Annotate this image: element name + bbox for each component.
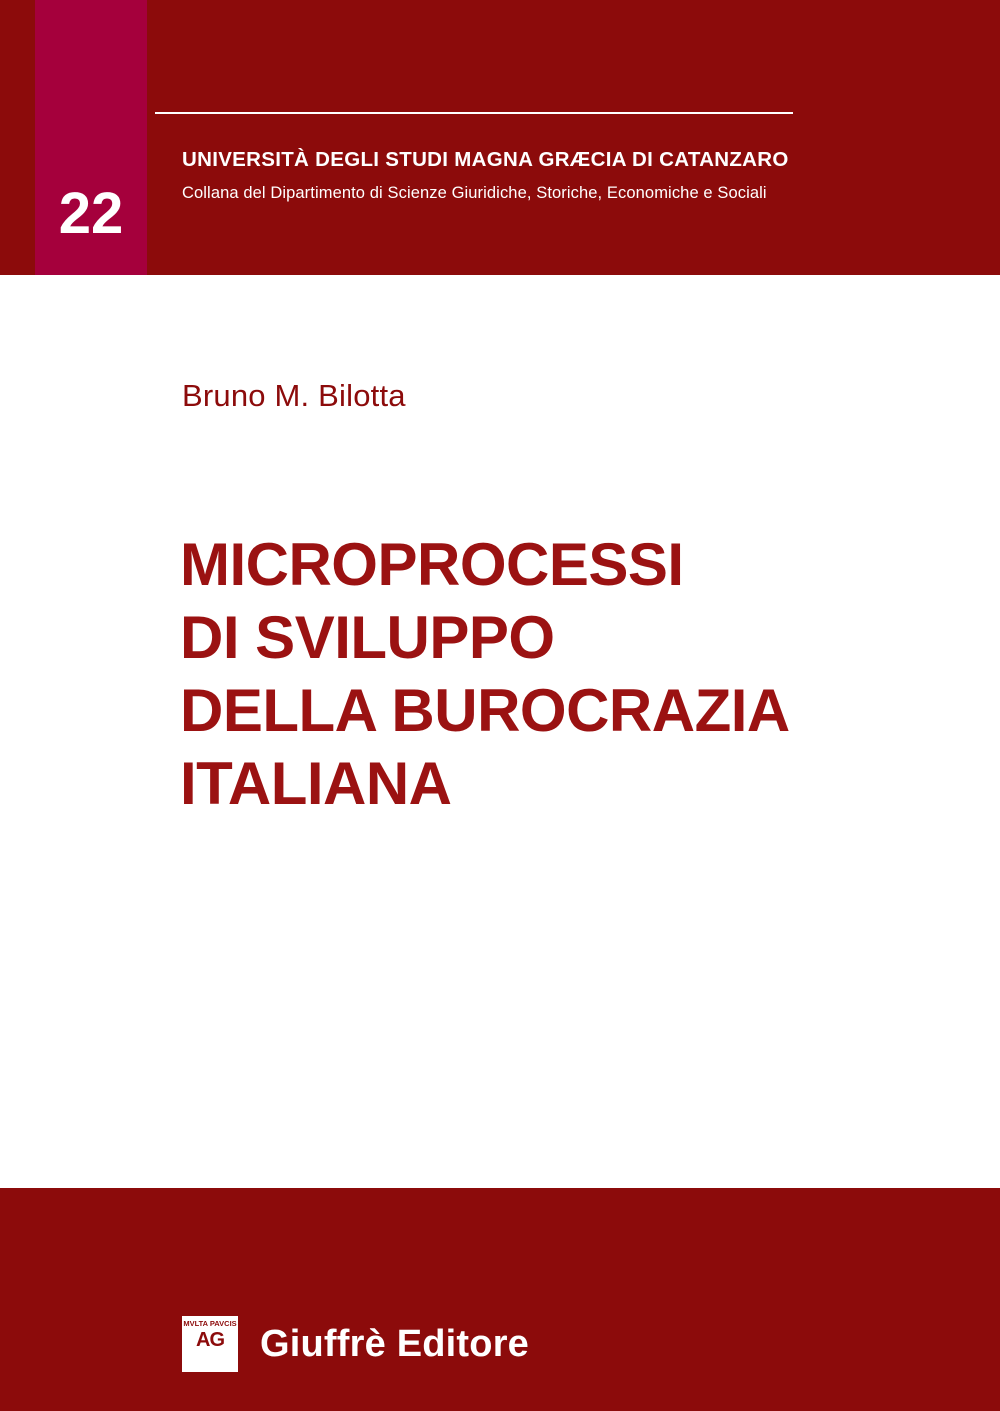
publisher-logo-motto: MVLTA PAVCIS — [183, 1319, 237, 1328]
author-name: Bruno M. Bilotta — [182, 378, 406, 413]
university-name: UNIVERSITÀ DEGLI STUDI MAGNA GRÆCIA DI CATANZARO — [182, 148, 789, 171]
book-title-line-2: DI SVILUPPO — [180, 604, 555, 671]
series-number-tab — [35, 0, 147, 275]
publisher-name: Giuffrè Editore — [260, 1322, 530, 1365]
series-department-line: Collana del Dipartimento di Scienze Giuridiche, Storiche, Economiche e Sociali — [182, 184, 767, 202]
book-title — [180, 528, 880, 820]
publisher-block — [182, 1315, 529, 1373]
book-title-line-1: MICROPROCESSI — [180, 531, 684, 598]
publisher-logo-icon — [182, 1316, 238, 1372]
book-title-line-4: ITALIANA — [180, 750, 452, 817]
book-title-line-3: DELLA BUROCRAZIA — [180, 677, 790, 744]
top-color-band — [0, 0, 1000, 275]
series-number: 22 — [58, 181, 124, 246]
header-divider-rule — [155, 112, 793, 114]
bottom-color-band — [0, 1188, 1000, 1411]
publisher-logo-initials: AG — [196, 1329, 224, 1351]
